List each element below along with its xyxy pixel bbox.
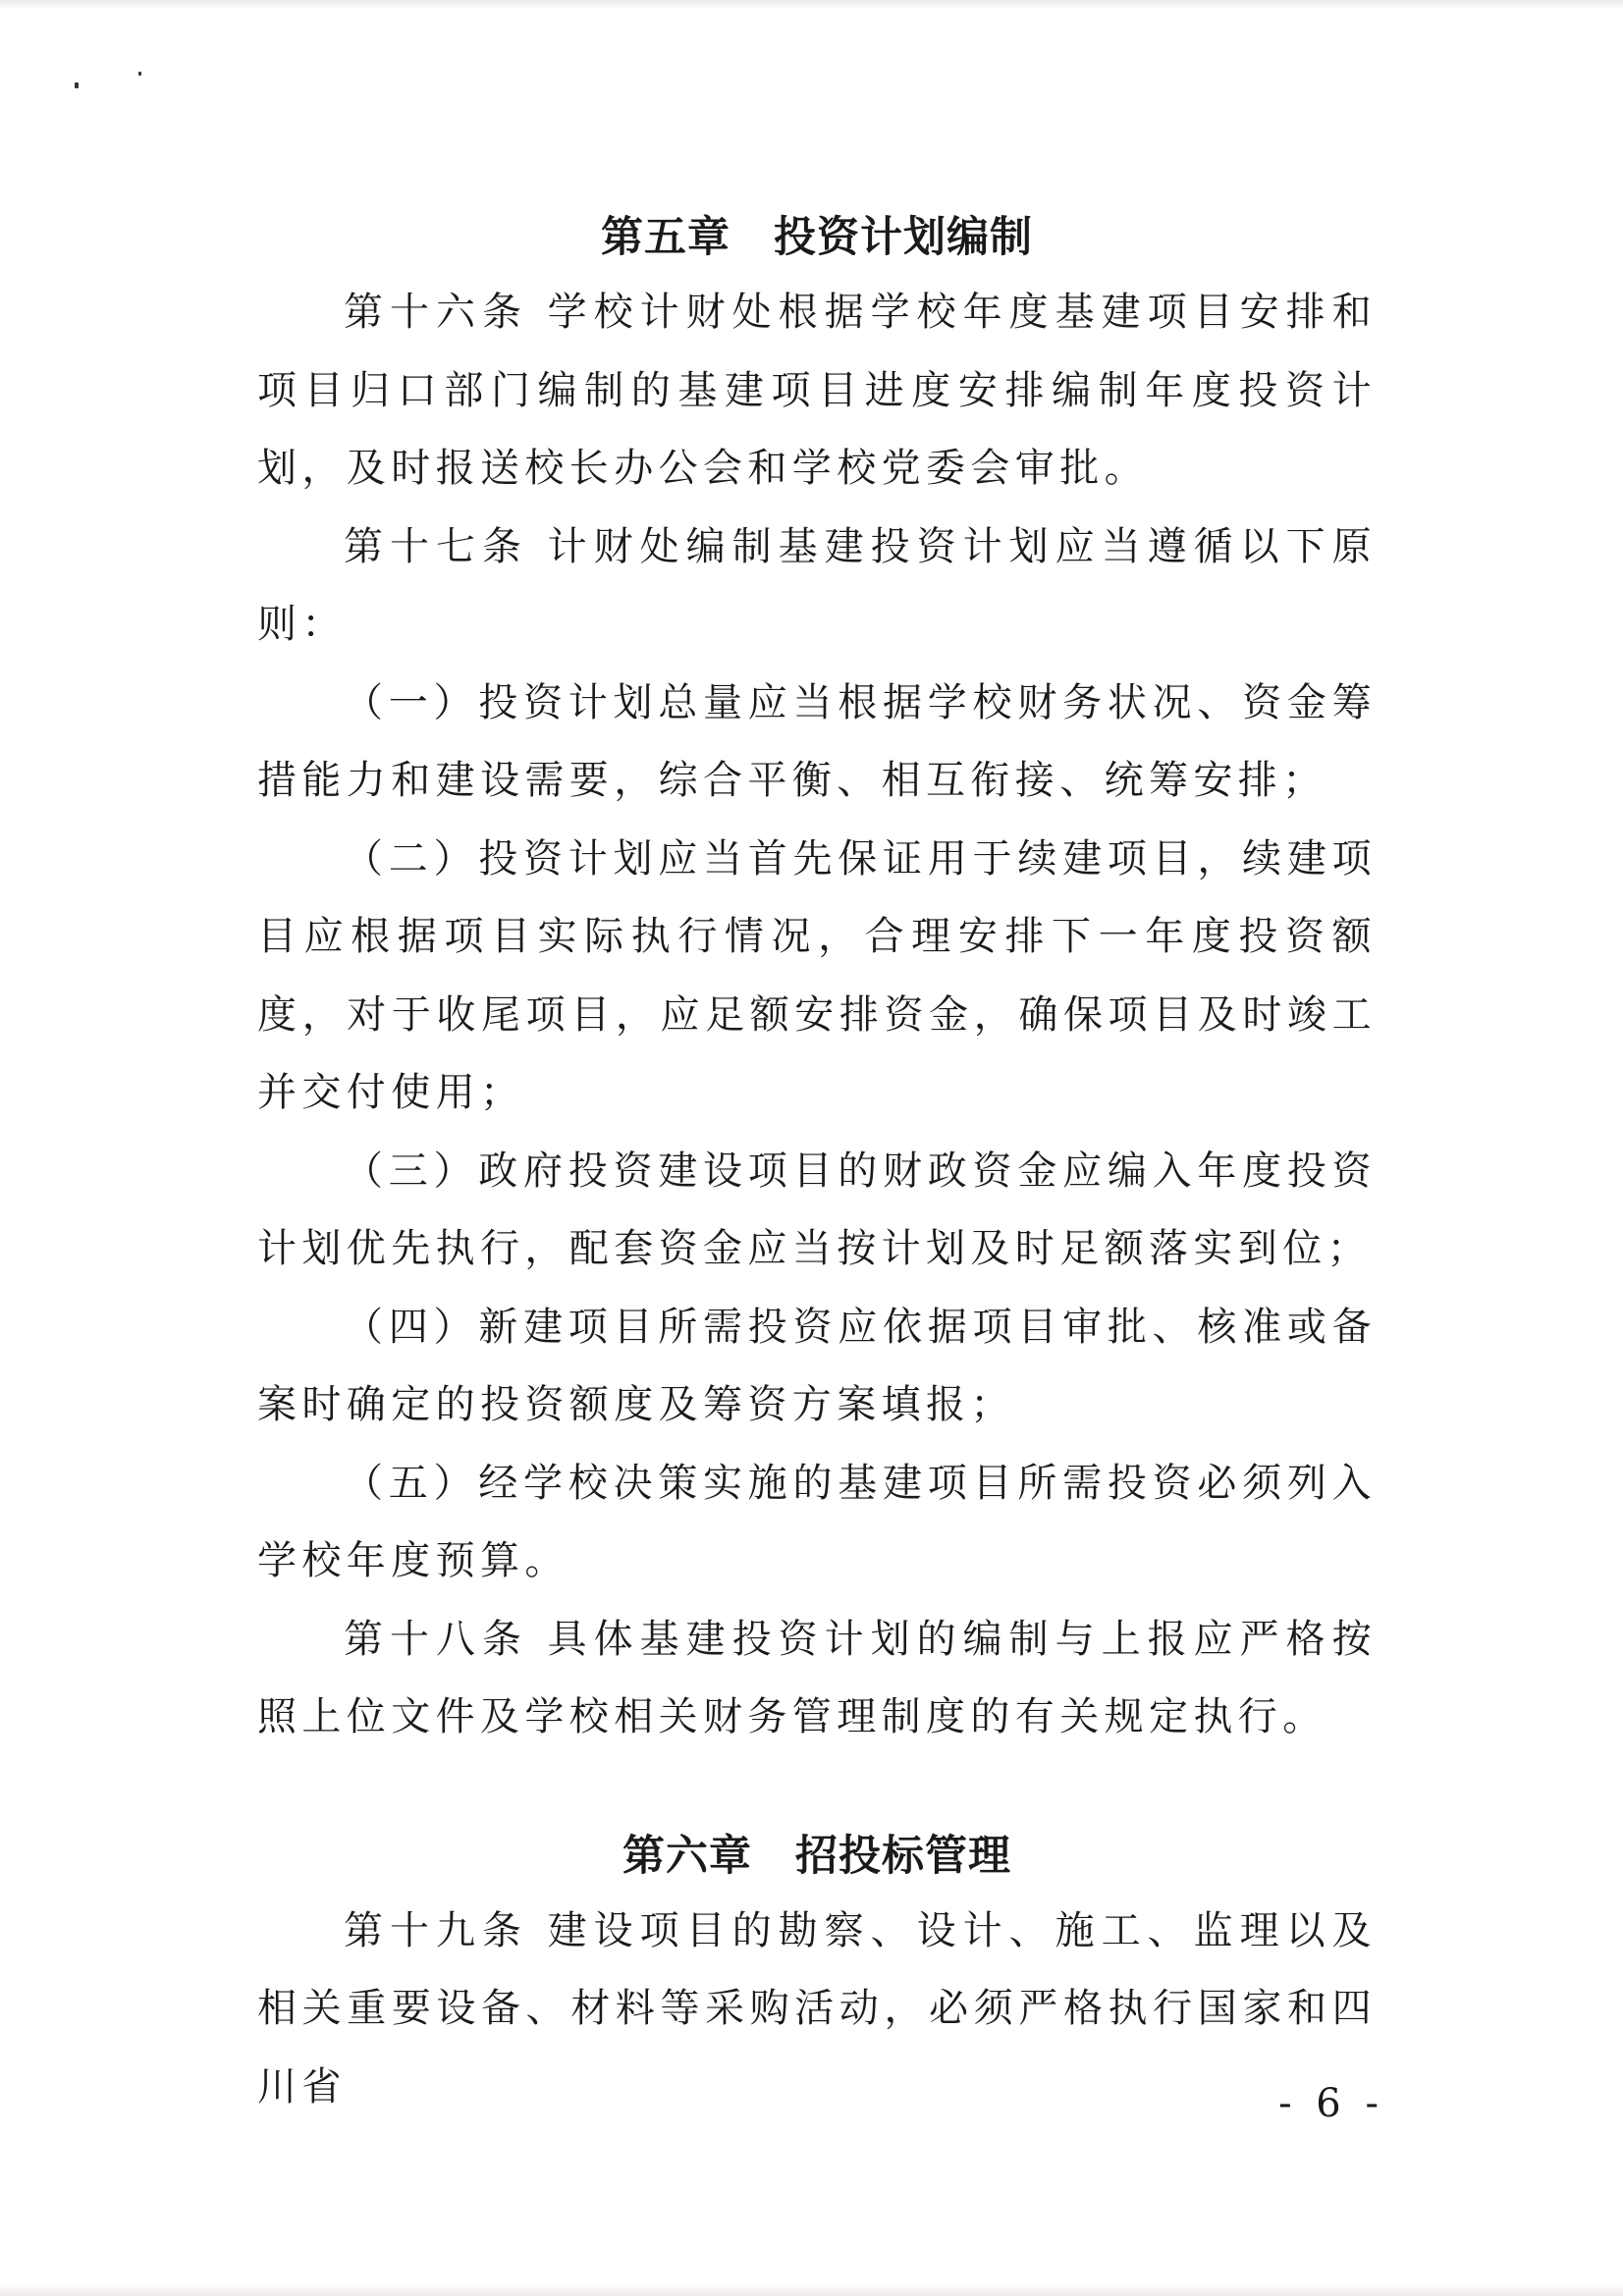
scan-speck <box>75 82 79 88</box>
article-18: 第十八条 具体基建投资计划的编制与上报应严格按照上位文件及学校相关财务管理制度的有关规定执行。 <box>257 1616 1377 1739</box>
article-17-item-5: （五）经学校决策实施的基建项目所需投资必须列入学校年度预算。 <box>257 1460 1377 1583</box>
article-17-item-2: （二）投资计划应当首先保证用于续建项目，续建项目应根据项目实际执行情况，合理安排下一年度投资额度，对于收尾项目，应足额安排资金，确保项目及时竣工并交付使用； <box>257 835 1377 1115</box>
chapter-5-heading: 第五章 投资计划编制 <box>601 213 1033 262</box>
document-page <box>257 201 1377 2126</box>
article-16: 第十六条 学校计财处根据学校年度基建项目安排和项目归口部门编制的基建项目进度安排编制年度投资计划，及时报送校长办公会和学校党委会审批。 <box>257 290 1377 491</box>
article-19: 第十九条 建设项目的勘察、设计、施工、监理以及相关重要设备、材料等采购活动，必须严格执行国家和四川省 <box>257 1907 1377 2109</box>
scan-speck <box>138 72 141 76</box>
article-17-item-3: （三）政府投资建设项目的财政资金应编入年度投资计划优先执行，配套资金应当按计划及时足额落实到位； <box>257 1148 1377 1271</box>
chapter-6-body <box>257 1893 1377 2127</box>
article-17: 第十七条 计财处编制基建投资计划应当遵循以下原则： <box>257 523 1377 647</box>
chapter-5-body <box>257 274 1377 1757</box>
scan-edge-top <box>0 0 1623 10</box>
scan-edge-bottom <box>0 2284 1623 2296</box>
article-17-item-4: （四）新建项目所需投资应依据项目审批、核准或备案时确定的投资额度及筹资方案填报； <box>257 1304 1377 1427</box>
page-number: - 6 - <box>1278 2081 1384 2126</box>
article-17-item-1: （一）投资计划总量应当根据学校财务状况、资金筹措能力和建设需要，综合平衡、相互衔接、统筹安排； <box>257 679 1377 803</box>
chapter-6-heading: 第六章 招投标管理 <box>622 1831 1011 1881</box>
